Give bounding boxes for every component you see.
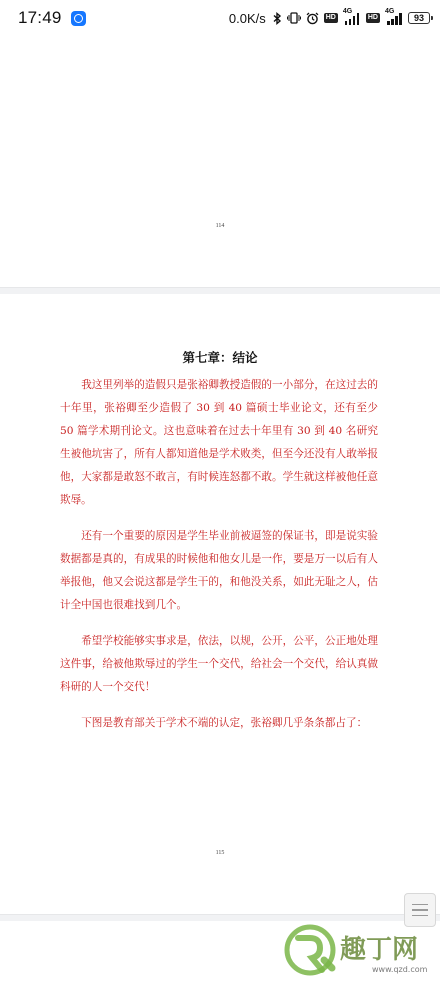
hd-badge: HD bbox=[325, 14, 336, 21]
menu-line bbox=[412, 904, 428, 906]
paragraph: 希望学校能够实事求是，依法，以规，公开，公平，公正地处理这件事，给被他欺辱过的学生一个交代，给社会一个交代，给认真做科研的人一个交代！ bbox=[60, 635, 378, 693]
status-indicators bbox=[228, 8, 430, 26]
chapter-title: 第七章：结论 bbox=[182, 350, 258, 365]
watermark-graphic bbox=[284, 918, 440, 978]
network-speed: 0.0K/s bbox=[228, 10, 266, 26]
vibrate-icon bbox=[287, 12, 301, 24]
paragraph: 下图是教育部关于学术不端的认定，张裕卿几乎条条都占了： bbox=[81, 717, 368, 729]
bluetooth-icon bbox=[273, 12, 282, 25]
hd-badge: HD bbox=[367, 14, 378, 21]
paragraph: 还有一个重要的原因是学生毕业前被逼签的保证书，即是说实验数据都是真的，有成果的时候他和他女儿是一作，要是万一以后有人举报他，他又会说这都是学生干的，和他没关系，如此无耻之人，估计全中国也很难找到几个。 bbox=[60, 530, 378, 611]
signal-icon bbox=[385, 8, 403, 25]
network-type-label: 4G bbox=[342, 8, 353, 15]
signal-icon bbox=[342, 8, 361, 25]
network-type-label: 4G bbox=[385, 8, 395, 15]
app-notification-icon bbox=[71, 11, 86, 26]
status-time: 17:49 bbox=[18, 8, 62, 27]
menu-line bbox=[412, 915, 428, 917]
page-number: 115 bbox=[215, 850, 225, 856]
watermark-url: www.qzd.com bbox=[372, 965, 428, 974]
paragraph: 我这里列举的造假只是张裕卿教授造假的一小部分，在这过去的十年里，张裕卿至少造假了 30 到 40 篇硕士毕业论文，还有至少 50 篇学术期刊论文。这也意味着在过去十年里有 30 到 40 名研究生被他坑害了，所有人都知道他是学术败类，但至今还没有人敢举报他，大家都是敢怒不敢言，有时候连怒都不敢。学生就这样被他任意欺辱。 bbox=[60, 379, 378, 506]
alarm-icon bbox=[306, 12, 319, 25]
watermark-text: 趣丁网 bbox=[340, 935, 419, 965]
status-bar bbox=[0, 0, 440, 36]
menu-line bbox=[412, 909, 428, 911]
document-body bbox=[60, 374, 378, 748]
page-number: 114 bbox=[215, 223, 225, 229]
watermark-logo bbox=[284, 918, 440, 978]
page-separator bbox=[0, 287, 440, 294]
battery-icon bbox=[408, 12, 430, 24]
battery-level: 93 bbox=[413, 12, 424, 23]
